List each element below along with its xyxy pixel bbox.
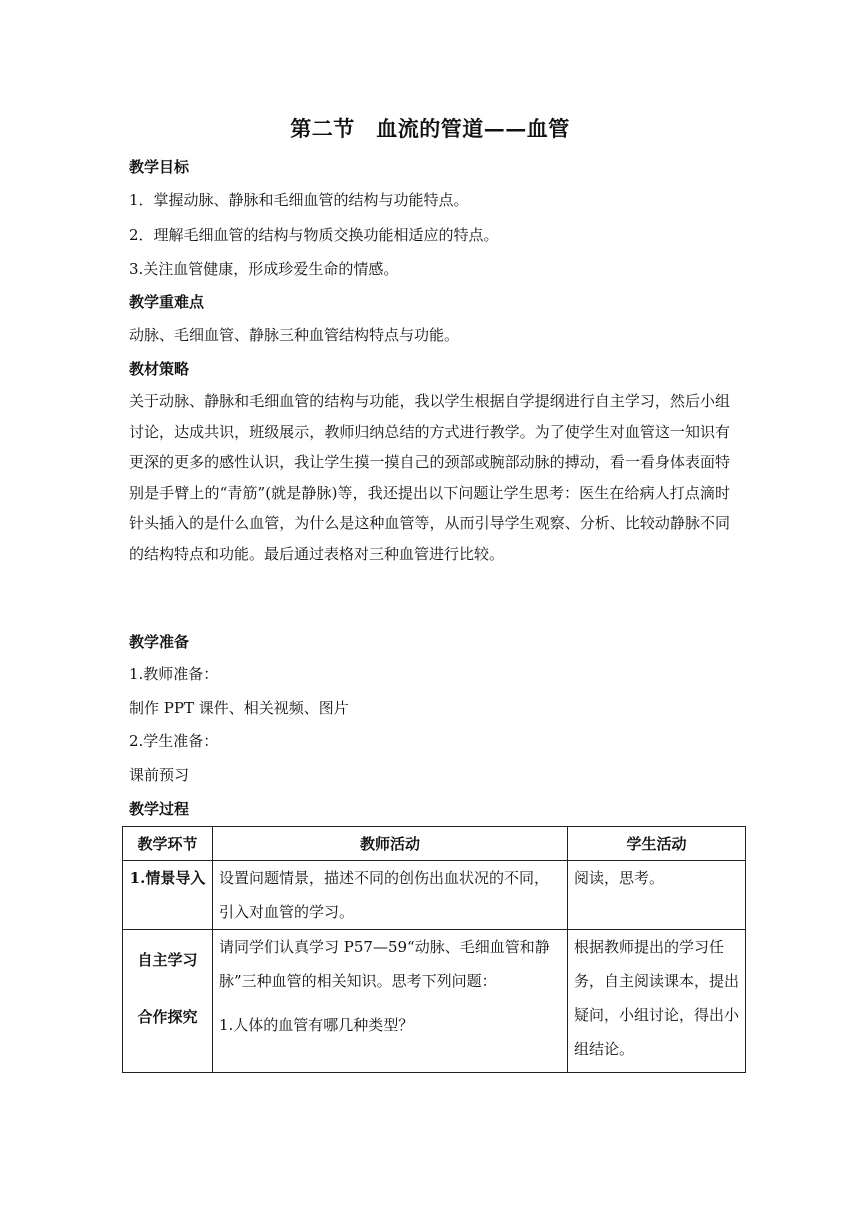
student-prep-label: 2.学生准备： <box>129 732 219 750</box>
teacher-activity-cell: 设置问题情景，描述不同的创伤出血状况的不同，引入对血管的学习。 <box>213 861 568 930</box>
strategy-text: 关于动脉、静脉和毛细血管的结构与功能，我以学生根据自学提纲进行自主学习，然后小组讨论，达成共识，班级展示，教师归纳总结的方式进行教学。为了使学生对血管这一知识有更深的更多的感性认识，我让学生摸一摸自己的颈部或腕部动脉的搏动，看一看身体表面特别是手臂上的“青筋”(就是静脉)等，我还提出以下问题让学生思考：医生在给病人打点滴时针头插入的是什么血管，为什么是这种血管等，从而引导学生观察、分析、比较动静脉不同的结构特点和功能。最后通过表格对三种血管进行比较。 <box>129 392 730 563</box>
strategy-heading: 教材策略 <box>129 360 190 378</box>
objectives-heading: 教学目标 <box>129 158 190 176</box>
student-activity-cell: 根据教师提出的学习任务，自主阅读课本，提出疑问，小组讨论，得出小组结论。 <box>568 930 746 1073</box>
teacher-question-1: 1.人体的血管有哪几种类型？ <box>219 1016 414 1034</box>
table-header-row <box>123 827 746 861</box>
column-header-teacher: 教师活动 <box>213 827 568 861</box>
column-header-stage: 教学环节 <box>123 827 213 861</box>
stage-line-2: 合作探究 <box>137 1008 198 1026</box>
column-header-student: 学生活动 <box>568 827 746 861</box>
objective-item-2: 2．理解毛细血管的结构与物质交换功能相适应的特点。 <box>129 226 499 244</box>
stage-line-1: 自主学习 <box>137 951 198 969</box>
teacher-prep-text: 制作 PPT 课件、相关视频、图片 <box>129 699 349 717</box>
teacher-prep-label: 1.教师准备： <box>129 665 219 683</box>
objective-item-3: 3.关注血管健康，形成珍爱生命的情感。 <box>129 260 399 278</box>
stage-cell <box>123 930 213 1073</box>
stage-cell: 1.情景导入 <box>123 861 213 930</box>
preparation-heading: 教学准备 <box>129 633 190 651</box>
process-heading: 教学过程 <box>129 800 190 818</box>
objective-item-1: 1．掌握动脉、静脉和毛细血管的结构与功能特点。 <box>129 191 469 209</box>
key-points-heading: 教学重难点 <box>129 293 205 311</box>
table-row <box>123 930 746 1073</box>
key-points-text: 动脉、毛细血管、静脉三种血管结构特点与功能。 <box>129 326 460 344</box>
page-title: 第二节 血流的管道——血管 <box>290 116 570 141</box>
teaching-process-table <box>122 826 746 1073</box>
teacher-activity-cell <box>213 930 568 1073</box>
teacher-intro-text: 请同学们认真学习 P57—59“动脉、毛细血管和静脉”三种血管的相关知识。思考下列问题： <box>219 938 550 990</box>
table-row <box>123 861 746 930</box>
student-prep-text: 课前预习 <box>129 766 190 784</box>
student-activity-cell: 阅读，思考。 <box>568 861 746 930</box>
